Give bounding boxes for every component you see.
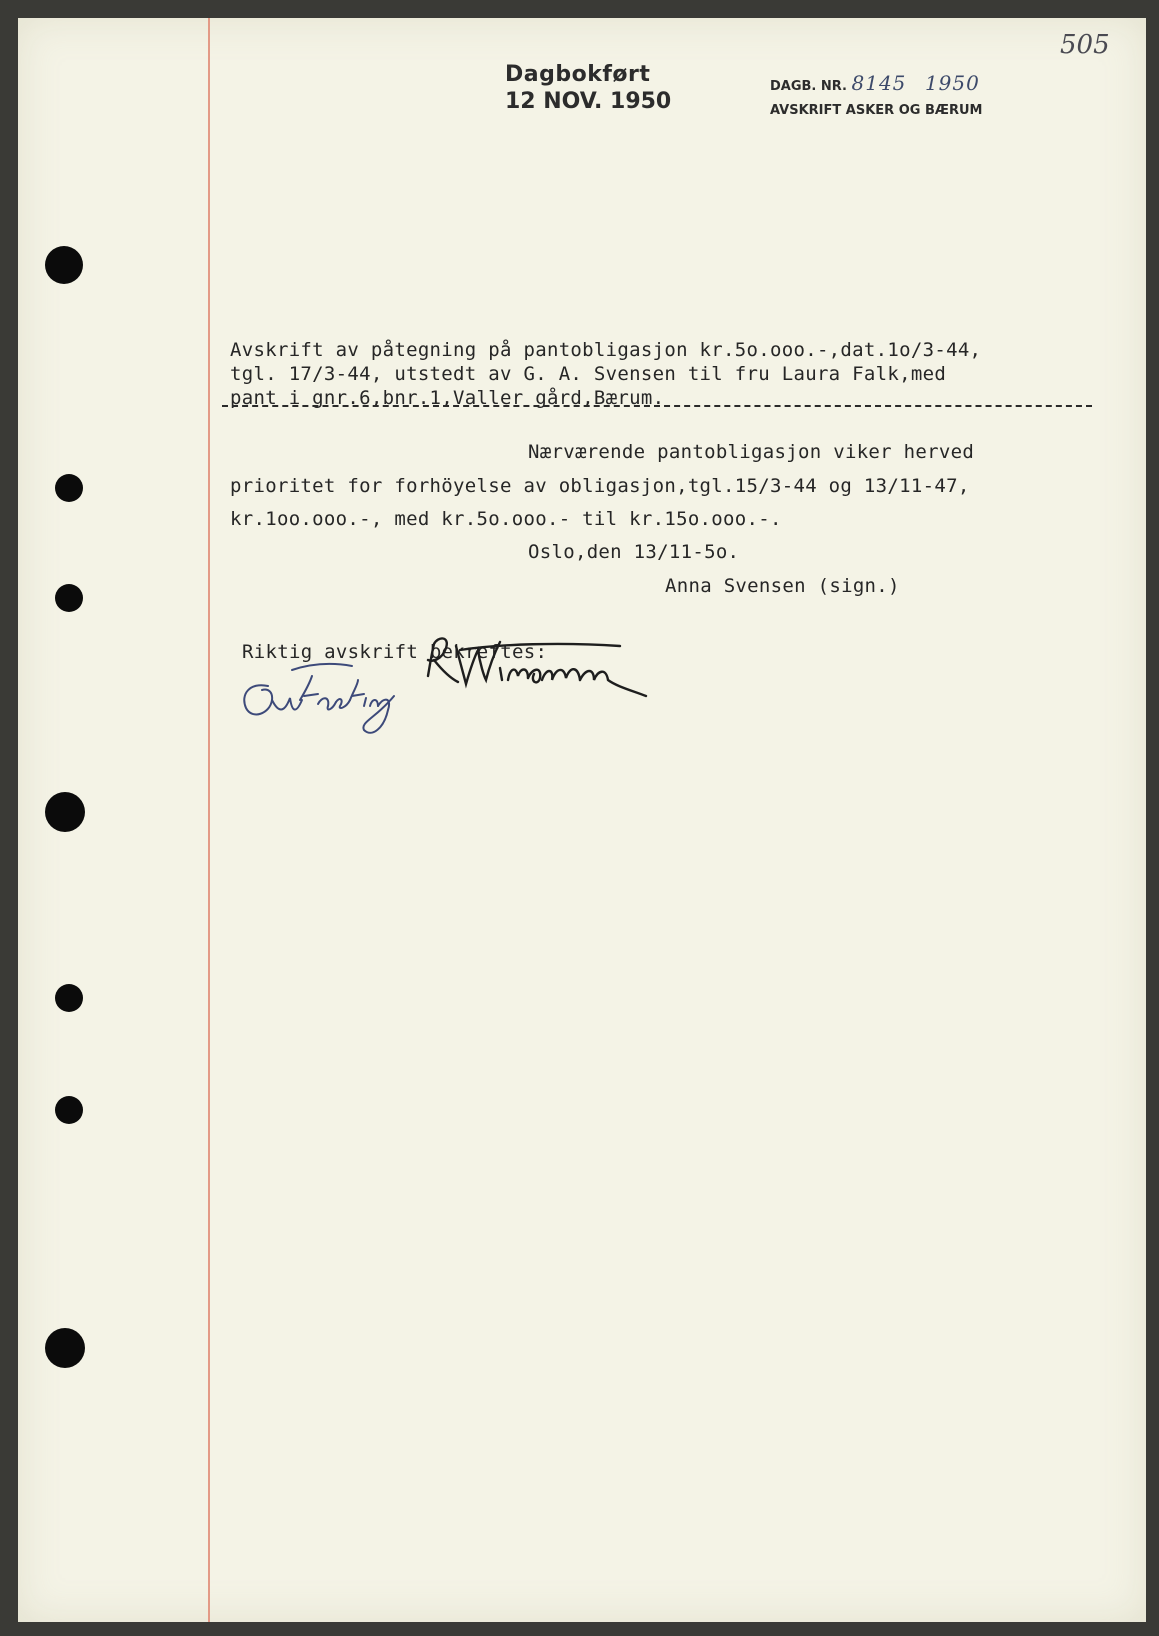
certification-text: Riktig avskrift bekreftes: — [242, 641, 548, 663]
heading-line: pant i gnr.6,bnr.1,Valler gård,Bærum. — [230, 387, 665, 409]
register-line: AVSKRIFT ASKER OG BÆRUM — [770, 103, 983, 118]
body-line: Nærværende pantobligasjon viker herved — [528, 441, 975, 463]
stamp-title: Dagbokført — [505, 62, 651, 87]
journal-year: 1950 — [924, 71, 980, 95]
body-line: kr.1oo.ooo.-, med kr.5o.ooo.- til kr.15o.ooo.-. — [230, 508, 782, 530]
journal-number: 8145 — [851, 71, 907, 95]
body-line: prioritet for forhöyelse av obligasjon,tgl.15/3-44 og 13/11-47, — [230, 475, 970, 497]
heading-line: tgl. 17/3-44, utstedt av G. A. Svensen til fru Laura Falk,med — [230, 363, 947, 385]
journal-label: DAGB. NR. — [770, 79, 847, 94]
signed-name: Anna Svensen (sign.) — [665, 575, 900, 597]
place-date: Oslo,den 13/11-5o. — [528, 541, 740, 563]
stamp-date: 12 NOV. 1950 — [505, 89, 672, 115]
heading-line: Avskrift av påtegning på pantobligasjon kr.5o.ooo.-,dat.1o/3-44, — [230, 339, 982, 361]
signature-right — [428, 638, 646, 696]
page-number: 505 — [1060, 30, 1110, 60]
signature-left — [244, 664, 394, 733]
